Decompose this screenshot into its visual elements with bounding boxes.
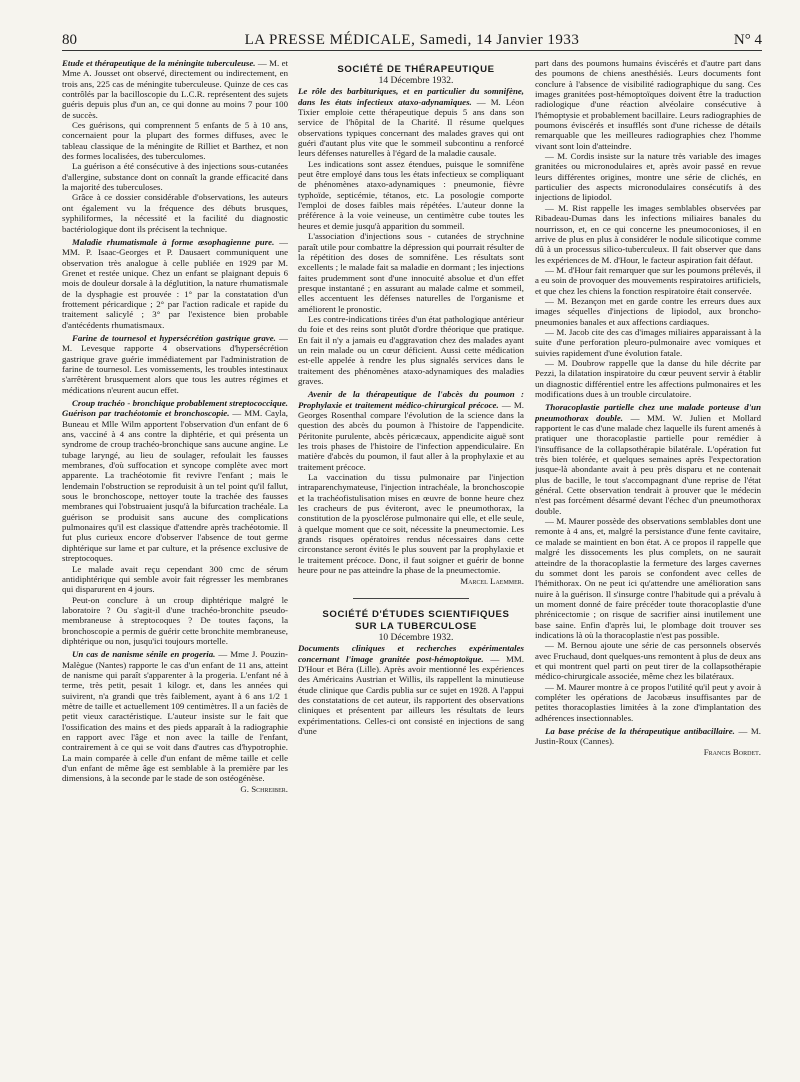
paragraph: — M. Cordis insiste sur la nature très variable des images granitées ou micronodulaires et, après avoir passé en revue leurs différentes origines, montre une série de clichés, en particulier des aspects micronodulaires consécutifs à des injections de lipiodol. — [535, 151, 761, 203]
divider — [353, 598, 469, 599]
article-meningite: Etude et thérapeutique de la méningite tuberculeuse. — M. et Mme A. Jousset ont observé, directement ou indirectement, en trois ans, 225 cas de méningite tuberculeuse. Quinze de ces cas contrôlés par la bacilloscopie du L.C.R. représentent des sujets guéris depuis plus d'un an, ce qui donne au moins 7 pour 100 de succès. — [62, 58, 288, 120]
section-date: 14 Décembre 1932. — [378, 76, 454, 86]
page-number: 80 — [62, 32, 77, 48]
article-base-antibacillaire: La base précise de la thérapeutique antibacillaire. — M. Justin-Roux (Cannes). — [535, 726, 761, 747]
paragraph: — M. Rist rappelle les images semblables observées par Ribadeau-Dumas dans les infections miliaires banales du nourrisson, et, en ce qui concerne les pneumoconioses, il en arrive de plus en plus à considérer le nodule silicotique comme dû à un processus silico-tuberculeux. Il fait observer que dans les expériences de M. d'Hour, le facteur aspiration fait défaut. — [535, 202, 761, 265]
paragraph: Les contre-indications tirées d'un état pathologique antérieur du foie et des reins sont plutôt d'ordre théorique que pratique. En fait il n'y a jamais eu d'aggravation chez des malades ayant un rein malade ou un cœur déficient. Aussi cette médication est-elle appelée à rendre les plus signalés services dans le traitement des phénomènes ataxo-adynamiques des maladies graves. — [298, 313, 524, 386]
article-thoracoplastie: Thoracoplastie partielle chez une malade porteuse d'un pneumothorax double. — MM. W. Julien et Mollard rapportent le cas d'une malade chez laquelle ils furent amenés à pratiquer une thoracoplastie partielle pour remédier à l'insuffisance de la collapsothérapie bilatérale. L'opération fut très bien tolérée, et quelques semaines après l'expectoration jusque-là abondante avait à peu près disparu et ne contenait plus de bacille, le tout s'accompagnant d'une reprise de l'état général. Cette observation tendrait à prouver que le médecin n'est pas forcément désarmé devant l'échec d'un pneumothorax double. — [535, 402, 761, 516]
page-header — [62, 28, 762, 51]
section-heading: SOCIÉTÉ DE THÉRAPEUTIQUE — [337, 64, 495, 75]
issue-number: N° 4 — [733, 32, 762, 48]
article-title: Maladie rhumatismale à forme œsophagienne pure. — [72, 236, 275, 247]
paragraph: Ces guérisons, qui comprennent 5 enfants de 5 à 10 ans, concernaient pour la plupart des formes diffuses, avec le tableau classique de la méningite de Rilliet et Barthez, et non des formes localisées, des tuberculomes. — [62, 120, 288, 162]
article-title: Etude et thérapeutique de la méningite tuberculeuse. — [62, 58, 256, 68]
paragraph: La vaccination du tissu pulmonaire par l'injection intraparenchymateuse, l'injection intrachéale, la bronchoscopie et la trachéofistulisation mises en œuvre de bonne heure chez les cracheurs de pus éviteront, avec le pneumothorax, la constitution de la pyosclérose pulmonaire qui elle, et elle seule, à quelque moment que ce soit, nécessite la pneumectomie. Les grands risques opératoires rendus nécessaires dans cette circonstance seront évités le plus souvent par la prophylaxie et le traitement précoce. Donc, il faut soigner et guérir de bonne heure pour ne pas atteindre la phase de la pneumectomie. — [298, 472, 524, 576]
article-nanisme: Un cas de nanisme sénile en progeria. — Mme J. Pouzin-Malègue (Nantes) rapporte le cas d'un enfant de 11 ans, atteint de nanisme qui paraît s'apparenter à la progeria. L'enfant né à terme, très petit, pesait 1 kilogr. et, dans les années qui suivirent, n'a grandi que très faiblement, ayant à 6 ans 1/2 1 mètre de taille et actuellement 109 centimètres. Il a un faciès de petit vieux caractéristique. L'auteur insiste sur le fait que l'ossification des mains et des pieds apparaît à la radiographie en rapport avec l'âge et non avec la taille de l'enfant, contrairement à ce qui se voit dans d'autres cas d'hypotrophie. La main comparée à celle d'un enfant de même taille et celle d'un enfant de même âge est semblable à la première par les dimensions, à la seconde par le stade de son ostéogénèse. — [62, 649, 288, 784]
column-3 — [535, 58, 761, 1068]
article-croup: Croup trachéo - bronchique probablement streptococcique. Guérison par trachéotomie et bronchoscopie. — MM. Cayla, Buneau et Mlle Wilm apportent l'observation d'un enfant de 6 ans, vacciné à 4 ans contre la diphtérie, et qui présenta un syndrome de croup trachéo-bronchique sans aucune angine. Le tubage laryngé, au lieu de soulager, refoulait les fausses membranes, d'où suffocation et syncope complète avec mort apparente. La trachéotomie fit revivre l'enfant ; mais le lendemain l'obstruction se reproduisit à un tel point qu'il fallut, sous le bronchoscope, nettoyer toute la trachée des fausses membranes qui l'obstruaient jusqu'à la bifurcation trachéale. La guérison se produisit sans aucune des complications pulmonaires qu'il est classique d'attendre après trachéotomie. Il fut plus curieux encore d'observer l'absence de tout germe diphtérique sur lame et par culture, et la présence exclusive de streptocoques. — [62, 398, 288, 564]
signature: G. Schreiber. — [240, 783, 288, 794]
column-1 — [62, 58, 288, 1068]
paragraph: — M. Maurer montre à ce propos l'utilité qu'il peut y avoir à compléter les opérations de Jacobæus insuffisantes par de petites thoracoplasties limitées à la zone d'implantation des adhérences insectionnables. — [535, 681, 761, 723]
article-tournesol: Farine de tournesol et hypersécrétion gastrique grave. — M. Levesque rapporte 4 observations d'hypersécrétion gastrique grave guérie immédiatement par l'administration de farine de tournesol. Les vomissements, les troubles intestinaux s'arrêtèrent brusquement alors que tous les autres régimes et médications n'eurent aucun effet. — [62, 332, 288, 395]
article-title: La base précise de la thérapeutique antibacillaire. — [545, 726, 735, 736]
journal-title: LA PRESSE MÉDICALE, Samedi, 14 Janvier 1933 — [244, 32, 580, 48]
paragraph: Les indications sont assez étendues, puisque le somnifène peut être employé dans tous les états infectieux se compliquant de phénomènes ataxo-adynamiques : pneumonie, fièvre typhoïde, septicémie, tétanos, etc. La posologie comporte l'emploi de doses faibles mais répétées. L'auteur donne la préférence à la voie veineuse, un centimètre cube toutes les heures et demie jusqu'à apparition du sommeil. — [298, 158, 524, 231]
paragraph: — M. Jacob cite des cas d'images miliaires apparaissant à la suite d'une perforation pleuro-pulmonaire avec vomiques et suivies rapidement d'une évolution fatale. — [535, 326, 761, 358]
paragraph: — M. Doubrow rappelle que la danse du hile décrite par Pezzi, la dilatation inspiratoire du cœur peuvent servir à établir un diagnostic différentiel entre les affections pulmonaires et les modifications dues à un trouble circulatoire. — [535, 357, 761, 399]
article-title: Croup trachéo - bronchique probablement streptococcique. Guérison par trachéotomie et bronchoscopie. — [62, 398, 288, 419]
paragraph: — M. Maurer possède des observations semblables dont une remonte à 4 ans, et, malgré la persistance d'une fente cavitaire, ce malade se maintient en bon état. A ce propos il rappelle que malgré les dissocements les plus complets, on ne saurait atteindre de la thoracoplastie la fermeture des larges cavernes du sommet dont les parois se confondent avec celles de l'hémithorax. On ne peut ici qu'attendre une amélioration sans nuire à la guérison. Il s'insurge contre l'habitude qui a prévalu à un moment donné de faire précéder toute thoracoplastie d'une phrénicectomie ; on risque de sacrifier ainsi inutilement une base saine. Enfin d'après lui, le plombage doit trouver ses indications là où la thoracoplastie n'est pas possible. — [535, 516, 761, 640]
article-title: Le rôle des barbituriques, et en particulier du somnifène, dans les états infectieux ataxo-adynamiques. — [298, 86, 524, 107]
article-title: Thoracoplastie partielle chez une malade porteuse d'un pneumothorax double. — [535, 402, 761, 423]
article-title: Avenir de la thérapeutique de l'abcès du poumon : Prophylaxie et traitement médico-chirurgical précoce. — [298, 389, 524, 410]
article-title: Farine de tournesol et hypersécrétion gastrique grave. — [72, 332, 276, 343]
paragraph: Peut-on conclure à un croup diphtérique malgré le laboratoire ? Ou s'agit-il d'une trachéo-bronchite pseudo-membraneuse à streptocoques ? De toutes façons, la bronchoscopie a permis de guérir cette bronchite membraneuse, diphtérique ou non, jusqu'ici toujours mortelle. — [62, 594, 288, 646]
paragraph: — M. Bezançon met en garde contre les erreurs dues aux images séquelles d'injections de lipiodol, aux broncho-pneumonies banales et aux affections cardiaques. — [535, 295, 761, 327]
section-heading: SOCIÉTÉ D'ÉTUDES SCIENTIFIQUES — [322, 608, 510, 620]
article-abces-poumon: Avenir de la thérapeutique de l'abcès du poumon : Prophylaxie et traitement médico-chirurgical précoce. — M. Georges Rosenthal compare l'évolution de la science dans la question des abcès du poumon à l'histoire de l'appendicite. Péritonite purulente, abcès péricæcaux, appendicite aiguë sont les trois phases de l'histoire de l'infection appendiculaire. En matière d'abcès du poumon, il faut aller à la prophylaxie et au traitement précoce. — [298, 389, 524, 472]
article-title: Documents cliniques et recherches expérimentales concernant l'image granitée post-hémoptoïque. — [298, 643, 524, 664]
paragraph: part dans des poumons humains éviscérés et d'autre part dans des poumons de chiens anesthésiés. Leurs documents font conclure à l'absence de visibilité radiographique du sang. Ces images granitées post-hémoptoïques doivent être la traduction radiologique d'une réaction alvéolaire consécutive à l'hémoptysie et probablement bacillaire. Leurs radiographies de poumons éviscérés et insufflés sont d'une richesse de détails remarquable que les meilleures radiographies chez l'homme vivant sont loin d'atteindre. — [535, 58, 761, 151]
article-rhumatisme: Maladie rhumatismale à forme œsophagienne pure. — MM. P. Isaac-Georges et P. Dausaert communiquent une observation très analogue à celle publiée en 1929 par M. Grenet et restée unique. Chez un enfant se plaignant depuis 6 mois de douleur dorsale à la déglutition, la nature rhumatismale de la dysphagie est prouvée : 1° par la constatation d'un frottement péricardique ; 2° par l'action radicale et rapide du traitement salicylé ; 3° par l'existence bien probable d'antécédents rhumatismaux. — [62, 236, 288, 330]
article-title: Un cas de nanisme sénile en progeria. — [72, 649, 216, 660]
paragraph: Le malade avait reçu cependant 300 cmc de sérum antidiphtérique qui semble avoir fait régresser les membranes qui disparurent en 4 jours. — [62, 563, 288, 595]
paragraph: L'association d'injections sous - cutanées de strychnine paraît utile pour combattre la dépression qui pourrait résulter de la répétition des doses de somnifène. Les résultats sont excellents ; le malade fait sa maladie en dormant ; les injections faites prudemment sont d'une innocuité absolue et d'un effet presque instantané ; en assurant au malade calme et sommeil, elles accentuent les défenses naturelles de l'organisme et améliorent le pronostic. — [298, 231, 524, 314]
section-date: 10 Décembre 1932. — [378, 632, 454, 643]
article-barbituriques: Le rôle des barbituriques, et en particulier du somnifène, dans les états infectieux ataxo-adynamiques. — M. Léon Tixier emploie cette thérapeutique depuis 5 ans dans son service de l'hôpital de la Charité. Il résume quelques observations typiques concernant des malades graves qui ont guéri d'autant plus vite que le sommeil subcontinu a renforcé leurs défenses naturelles à l'égard de la maladie causale. — [298, 86, 524, 159]
section-heading-line2: SUR LA TUBERCULOSE — [355, 620, 477, 632]
signature: Francis Bordet. — [703, 746, 761, 757]
paragraph: Grâce à ce dossier considérable d'observations, les auteurs ont également vu la fréquence des débuts brusques, syphiliformes, la nécessité et la facilité du diagnostic bactériologique dont ils précisent la technique. — [62, 192, 288, 234]
paragraph: — M. Bernou ajoute une série de cas personnels observés avec Fruchaud, dont quelques-uns remontent à plus de deux ans et qui montrent quel parti on peut tirer de la collapsothérapie médico-chirurgicale associée, même chez les bilatéraux. — [535, 640, 761, 682]
paragraph: La guérison a été consécutive à des injections sous-cutanées d'allergine, substance dont on connaît la grande efficacité dans la majorité des tuberculoses. — [62, 161, 288, 193]
column-2 — [298, 58, 524, 1068]
article-image-granitee: Documents cliniques et recherches expérimentales concernant l'image granitée post-hémoptoïque. — MM. D'Hour et Béra (Lille). Après avoir mentionné les expériences des Américains Austrian et Willis, ils rappellent la minutieuse étude clinique que Cardis publia sur ce sujet en 1928. A l'appui des constatations de cet auteur, ils rapportent des observations cliniques et présentent par ailleurs les résultats de leurs expérimentations. Celles-ci ont consisté en injections de sang d'une — [298, 643, 524, 736]
signature: Marcel Laemmer. — [460, 575, 524, 586]
paragraph: — M. d'Hour fait remarquer que sur les poumons prélevés, il a eu soin de provoquer des mouvements respiratoires artificiels, et que chez les chiens la fonction respiratoire était conservée. — [535, 264, 761, 296]
